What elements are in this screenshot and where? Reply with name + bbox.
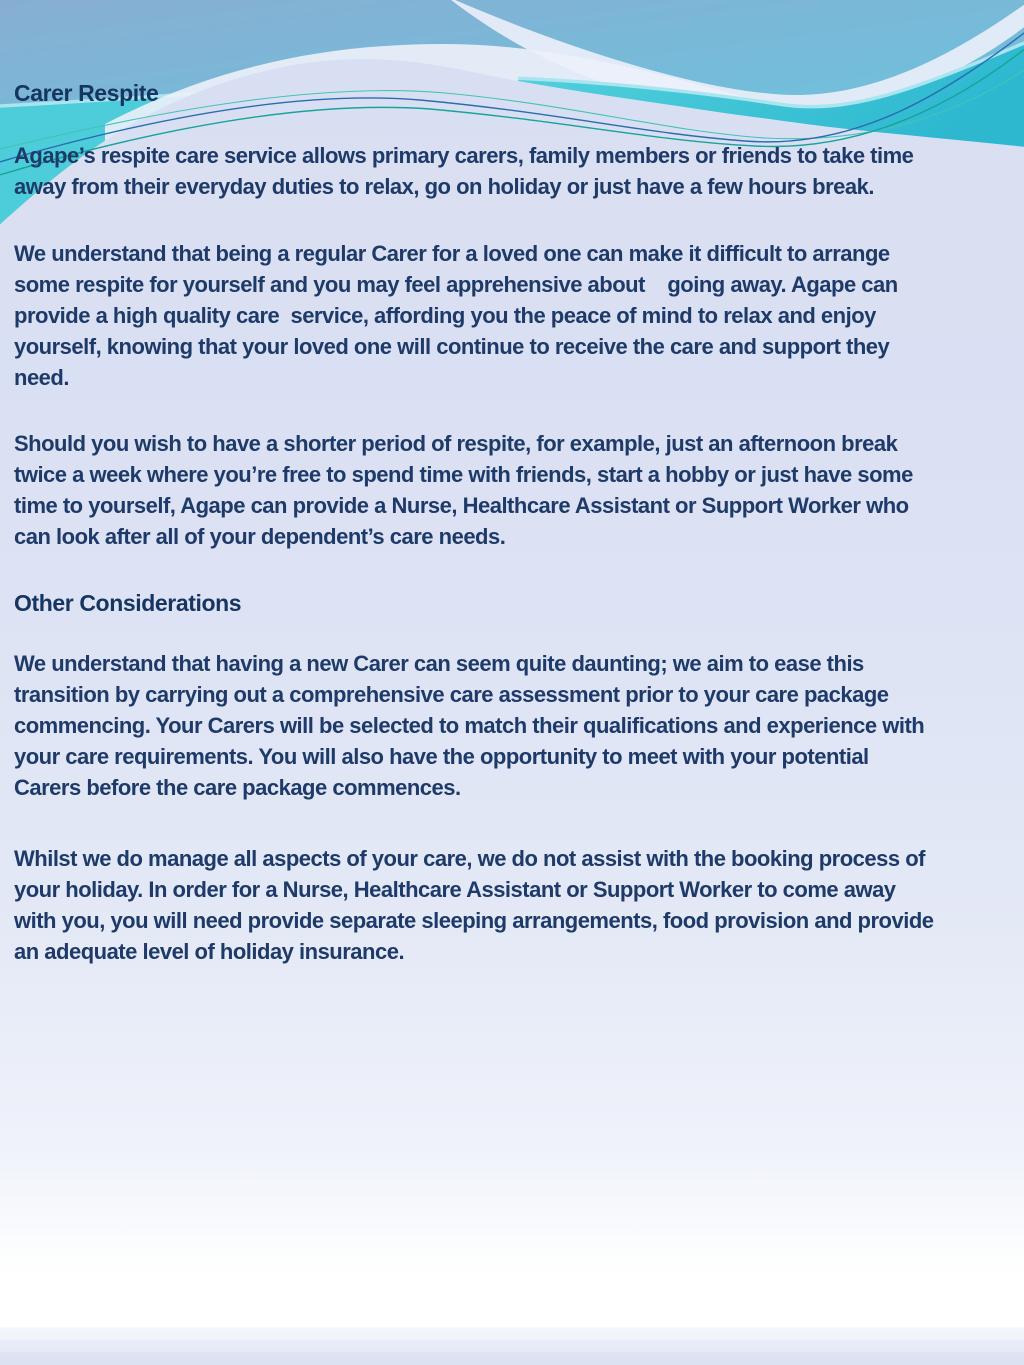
text-line: an adequate level of holiday insurance. [14,939,405,964]
text-line: Whilst we do manage all aspects of your care, we do not assist with the booking process of [14,846,925,871]
text-line: Agape’s respite care service allows primary carers, family members or friends to take time [14,143,914,168]
text-line: your holiday. In order for a Nurse, Healthcare Assistant or Support Worker to come away [14,877,896,902]
text-line: some respite for yourself and you may feel apprehensive about going away. Agape can [14,272,898,297]
text-line: time to yourself, Agape can provide a Nurse, Healthcare Assistant or Support Worker who [14,493,909,518]
paragraph-holiday-booking [14,843,1014,967]
text-line: your care requirements. You will also have the opportunity to meet with your potential [14,744,869,769]
text-line: commencing. Your Carers will be selected to match their qualifications and experience with [14,713,925,738]
text-line: twice a week where you’re free to spend time with friends, start a hobby or just have some [14,462,913,487]
text-line: with you, you will need provide separate sleeping arrangements, food provision and provide [14,908,934,933]
text-line: provide a high quality care service, affording you the peace of mind to relax and enjoy [14,303,876,328]
slide-heading: Carer Respite [14,80,159,106]
text-line: can look after all of your dependent’s care needs. [14,524,506,549]
paragraph-respite-intro [14,140,1014,202]
text-line: Should you wish to have a shorter period of respite, for example, just an afternoon break [14,431,898,456]
paragraph-shorter-respite [14,428,1014,552]
text-line: away from their everyday duties to relax, go on holiday or just have a few hours break. [14,174,874,199]
text-line: Carers before the care package commences. [14,775,461,800]
text-line: need. [14,365,69,390]
paragraph-regular-carer [14,238,1014,393]
text-line: transition by carrying out a comprehensive care assessment prior to your care package [14,682,889,707]
slide-subheading: Other Considerations [14,590,242,616]
text-line: yourself, knowing that your loved one will continue to receive the care and support they [14,334,890,359]
text-line: We understand that having a new Carer can seem quite daunting; we aim to ease this [14,651,864,676]
text-line: We understand that being a regular Carer for a loved one can make it difficult to arrange [14,241,890,266]
paragraph-new-carer [14,648,1014,803]
